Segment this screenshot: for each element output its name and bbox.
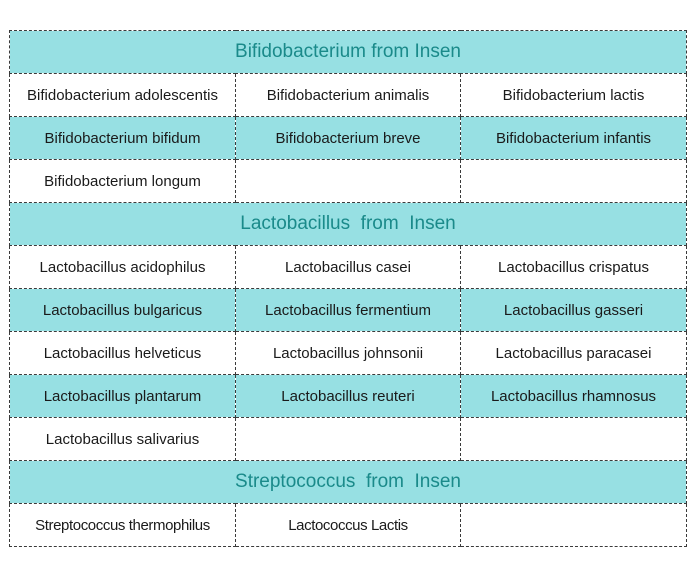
strain-cell: Lactobacillus bulgaricus <box>10 289 236 332</box>
table-row <box>10 289 687 332</box>
strain-cell: Bifidobacterium adolescentis <box>10 74 236 117</box>
empty-cell <box>461 418 687 461</box>
strain-cell: Bifidobacterium longum <box>10 160 236 203</box>
table-row <box>10 117 687 160</box>
strain-cell: Lactobacillus reuteri <box>236 375 461 418</box>
empty-cell <box>236 418 461 461</box>
section-header-lactobacillus <box>10 203 687 246</box>
strain-cell: Bifidobacterium lactis <box>461 74 687 117</box>
strain-cell: Lactobacillus salivarius <box>10 418 236 461</box>
strain-cell: Bifidobacterium infantis <box>461 117 687 160</box>
strain-cell: Lactobacillus helveticus <box>10 332 236 375</box>
strain-cell: Lactobacillus acidophilus <box>10 246 236 289</box>
strain-cell: Lactobacillus plantarum <box>10 375 236 418</box>
section-header-bifidobacterium <box>10 31 687 74</box>
table-row <box>10 418 687 461</box>
strain-cell: Bifidobacterium animalis <box>236 74 461 117</box>
table-row <box>10 504 687 547</box>
empty-cell <box>461 504 687 547</box>
section-title: Streptococcus from Insen <box>10 461 687 504</box>
strain-cell: Lactobacillus rhamnosus <box>461 375 687 418</box>
section-header-streptococcus <box>10 461 687 504</box>
table-row <box>10 375 687 418</box>
strain-cell: Lactobacillus paracasei <box>461 332 687 375</box>
section-title: Bifidobacterium from Insen <box>10 31 687 74</box>
strain-cell: Lactobacillus gasseri <box>461 289 687 332</box>
table-row <box>10 332 687 375</box>
empty-cell <box>461 160 687 203</box>
strain-cell: Lactobacillus crispatus <box>461 246 687 289</box>
table-row <box>10 74 687 117</box>
table-row <box>10 246 687 289</box>
strain-cell: Bifidobacterium breve <box>236 117 461 160</box>
empty-cell <box>236 160 461 203</box>
strain-cell: Lactobacillus casei <box>236 246 461 289</box>
strain-cell: Streptococcus thermophilus <box>10 504 236 547</box>
strain-cell: Bifidobacterium bifidum <box>10 117 236 160</box>
probiotic-strains-table <box>9 30 687 547</box>
table-row <box>10 160 687 203</box>
strain-cell: Lactobacillus fermentium <box>236 289 461 332</box>
strain-cell: Lactobacillus johnsonii <box>236 332 461 375</box>
section-title: Lactobacillus from Insen <box>10 203 687 246</box>
strain-cell: Lactococcus Lactis <box>236 504 461 547</box>
